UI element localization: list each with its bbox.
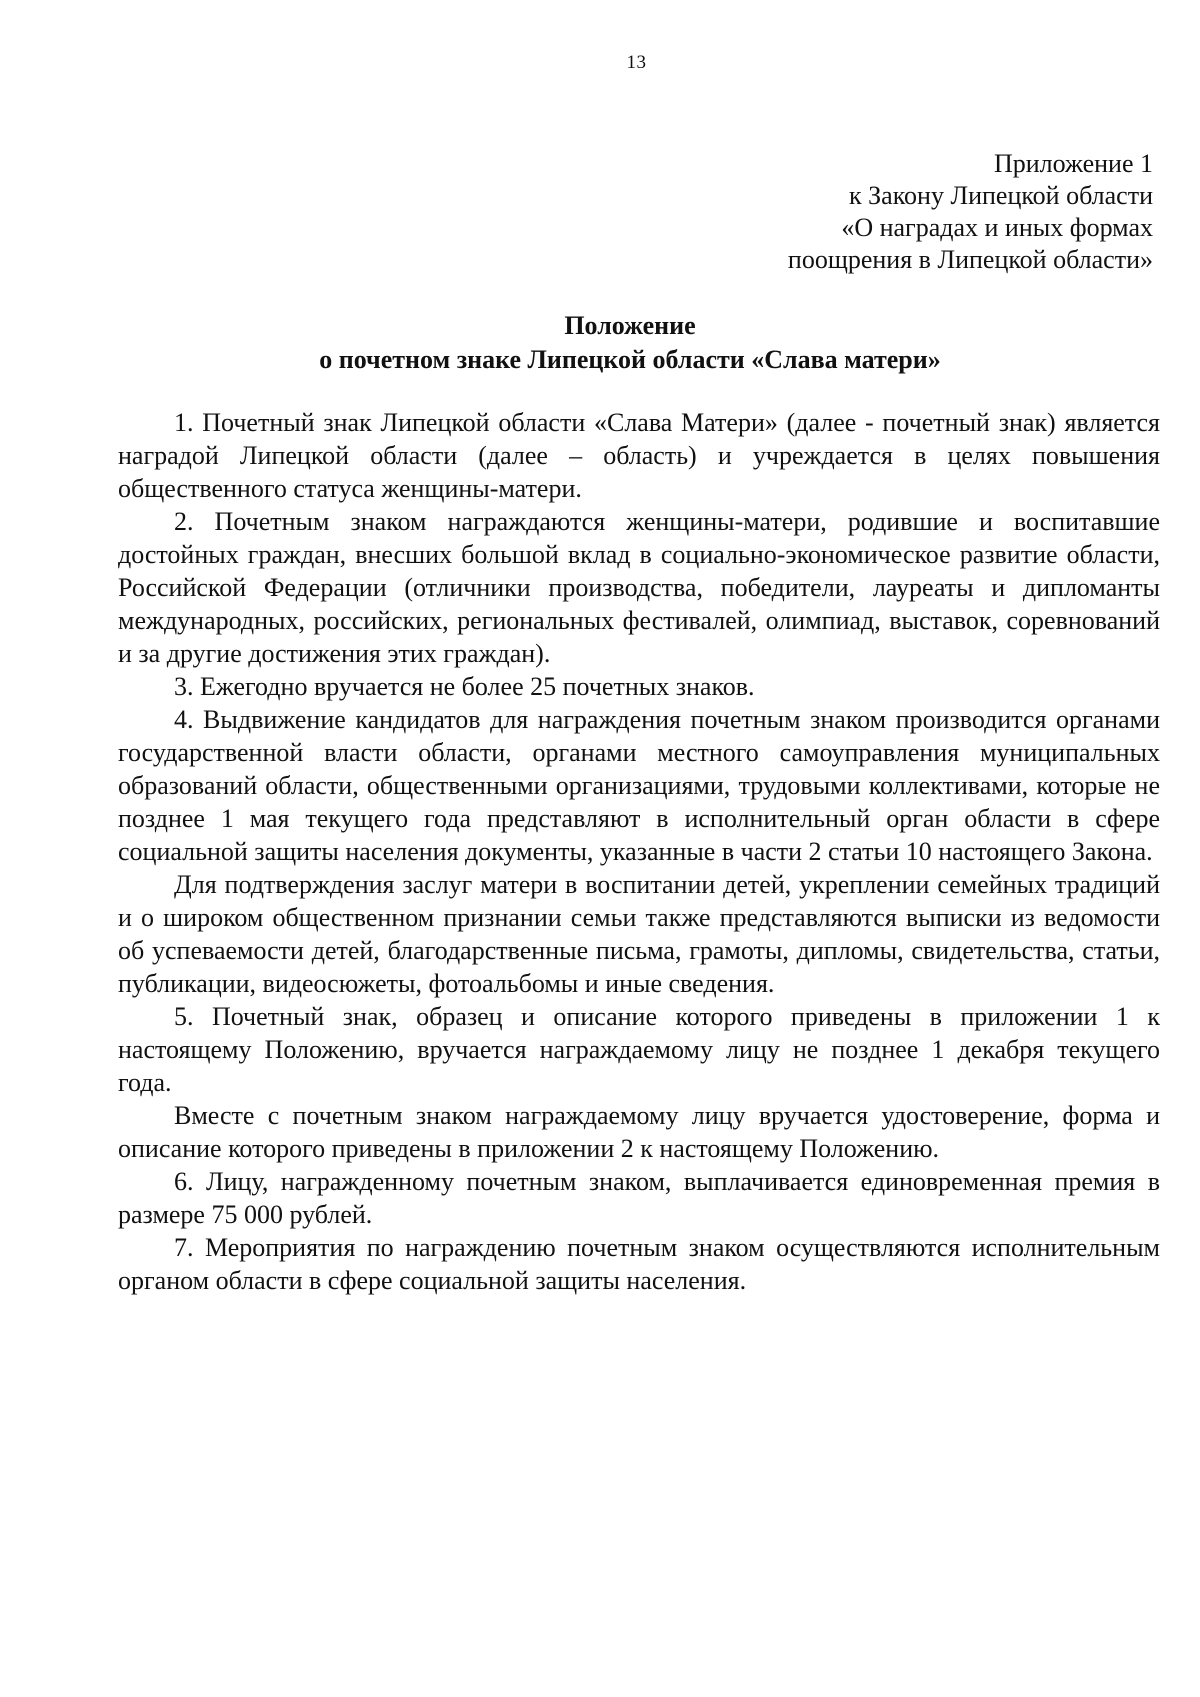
- paragraph-5-continued: Вместе с почетным знаком награждаемому лицу вручается удостоверение, форма и описание которого приведены в приложении 2 к настоящему Положению.: [118, 1101, 1160, 1163]
- paragraph-1: 1. Почетный знак Липецкой области «Слава Матери» (далее - почетный знак) является наградой Липецкой области (далее – область) и учреждается в целях повышения общественного статуса женщины-матери.: [118, 408, 1160, 503]
- appendix-line: к Закону Липецкой области: [849, 181, 1153, 210]
- page-number: 13: [626, 52, 647, 73]
- paragraph-6: 6. Лицу, награжденному почетным знаком, выплачивается единовременная премия в размере 75 000 рублей.: [118, 1167, 1160, 1229]
- paragraph-5: 5. Почетный знак, образец и описание которого приведены в приложении 1 к настоящему Положению, вручается награждаемому лицу не позднее 1 декабря текущего года.: [118, 1002, 1160, 1097]
- appendix-line: поощрения в Липецкой области»: [787, 245, 1153, 274]
- paragraph-3: 3. Ежегодно вручается не более 25 почетных знаков.: [174, 672, 755, 701]
- paragraph-4-continued: Для подтверждения заслуг матери в воспитании детей, укреплении семейных традиций и о широком общественном признании семьи также представляются выписки из ведомости об успеваемости детей, благодарственные письма, грамоты, дипломы, свидетельства, статьи, публикации, видеосюжеты, фотоальбомы и иные сведения.: [118, 870, 1160, 998]
- paragraph-4: 4. Выдвижение кандидатов для награждения почетным знаком производится органами государственной власти области, органами местного самоуправления муниципальных образований области, общественными организациями, трудовыми коллективами, которые не позднее 1 мая текущего года представляют в исполнительный орган области в сфере социальной защиты населения документы, указанные в части 2 статьи 10 настоящего Закона.: [118, 705, 1160, 866]
- document-title: [110, 309, 1150, 377]
- appendix-header: [788, 148, 1153, 276]
- paragraph-7: 7. Мероприятия по награждению почетным знаком осуществляются исполнительным органом области в сфере социальной защиты населения.: [118, 1233, 1160, 1295]
- title-line: Положение: [564, 311, 696, 340]
- title-line: о почетном знаке Липецкой области «Слава матери»: [319, 345, 941, 374]
- document-body: [118, 406, 1160, 1297]
- appendix-line: «О наградах и иных формах: [841, 213, 1153, 242]
- appendix-line: Приложение 1: [993, 149, 1153, 178]
- paragraph-2: 2. Почетным знаком награждаются женщины-матери, родившие и воспитавшие достойных граждан, внесших большой вклад в социально-экономическое развитие области, Российской Федерации (отличники производства, победители, лауреаты и дипломанты международных, российских, региональных фестивалей, олимпиад, выставок, соревнований и за другие достижения этих граждан).: [118, 507, 1160, 668]
